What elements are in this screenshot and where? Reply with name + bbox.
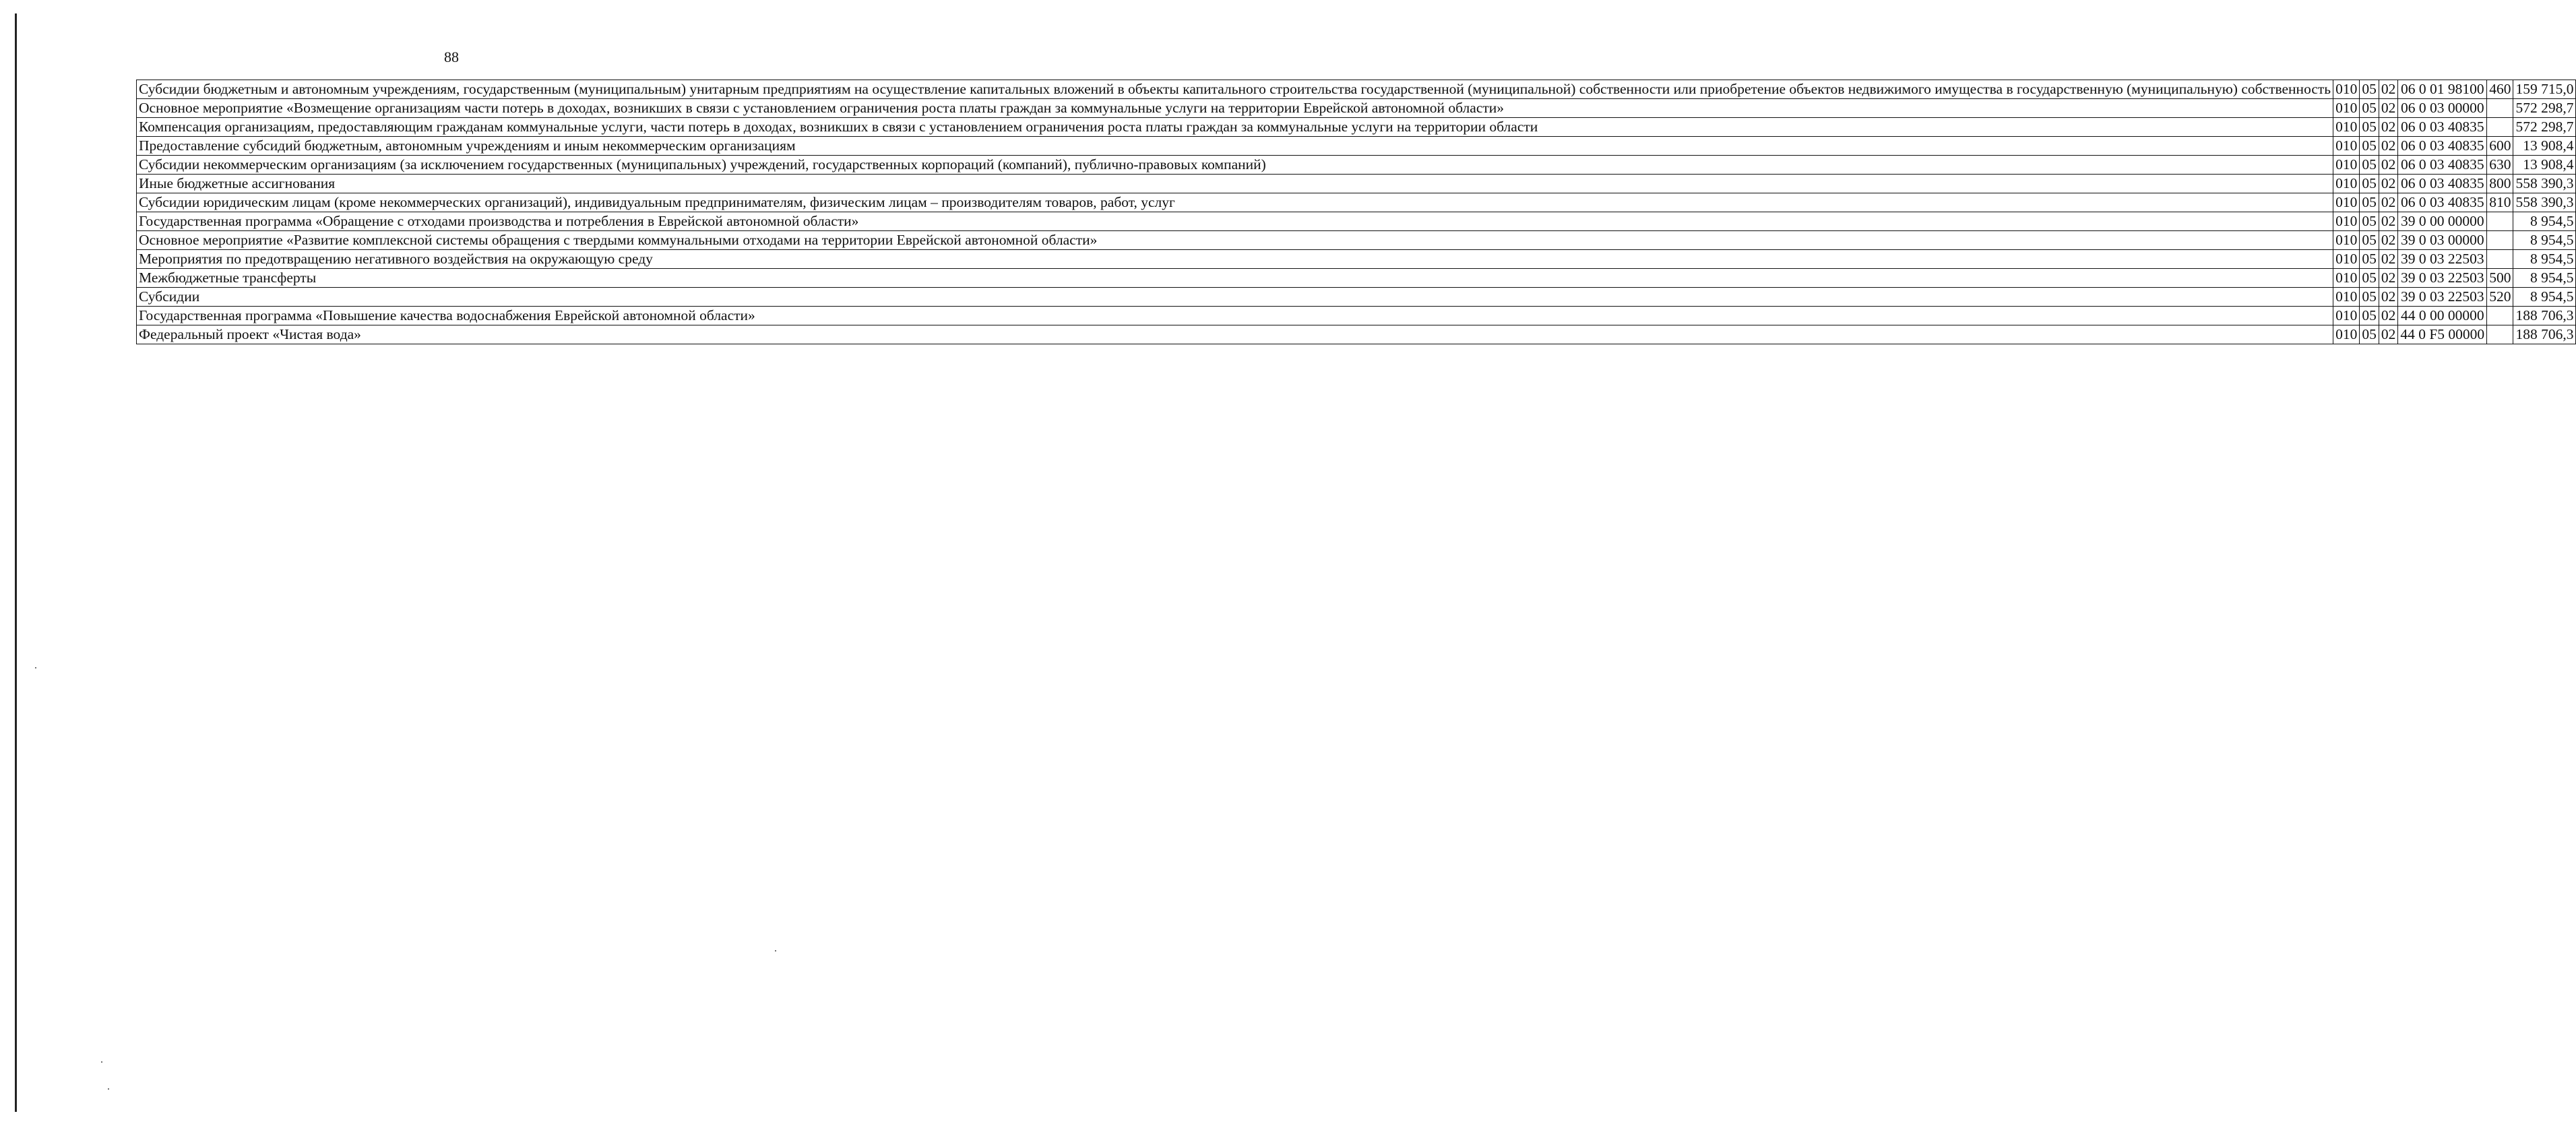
table-row bbox=[137, 99, 2576, 118]
target-article-code: 39 0 00 00000 bbox=[2398, 212, 2487, 231]
target-article-code: 39 0 03 22503 bbox=[2398, 288, 2487, 307]
amount: 8 954,5 bbox=[2513, 212, 2576, 231]
table-row bbox=[137, 137, 2576, 156]
expense-type-code bbox=[2487, 99, 2513, 118]
expense-type-code bbox=[2487, 212, 2513, 231]
binding-edge-line bbox=[15, 13, 17, 1112]
section-code: 05 bbox=[2360, 118, 2379, 137]
expense-type-code bbox=[2487, 325, 2513, 344]
budget-table bbox=[136, 80, 2576, 344]
ministry-code: 010 bbox=[2333, 288, 2360, 307]
ministry-code: 010 bbox=[2333, 250, 2360, 269]
target-article-code: 06 0 01 98100 bbox=[2398, 80, 2487, 99]
target-article-code: 39 0 03 22503 bbox=[2398, 250, 2487, 269]
subsection-code: 02 bbox=[2379, 193, 2398, 212]
section-code: 05 bbox=[2360, 175, 2379, 193]
row-name: Основное мероприятие «Развитие комплексной системы обращения с твердыми коммунальными отходами на территории Еврейской автономной области» bbox=[137, 231, 2333, 250]
row-name: Субсидии бюджетным и автономным учреждениям, государственным (муниципальным) унитарным предприятиям на осуществление капитальных вложений в объекты капитального строительства государственной (муниципальной) собственности или приобретение объектов недвижимого имущества в государственную (муниципальную) собственность bbox=[137, 80, 2333, 99]
ministry-code: 010 bbox=[2333, 325, 2360, 344]
expense-type-code bbox=[2487, 250, 2513, 269]
ministry-code: 010 bbox=[2333, 80, 2360, 99]
ministry-code: 010 bbox=[2333, 231, 2360, 250]
section-code: 05 bbox=[2360, 288, 2379, 307]
amount: 572 298,7 bbox=[2513, 118, 2576, 137]
table-row bbox=[137, 325, 2576, 344]
amount: 159 715,0 bbox=[2513, 80, 2576, 99]
subsection-code: 02 bbox=[2379, 250, 2398, 269]
ministry-code: 010 bbox=[2333, 212, 2360, 231]
target-article-code: 39 0 03 22503 bbox=[2398, 269, 2487, 288]
target-article-code: 06 0 03 40835 bbox=[2398, 156, 2487, 175]
ministry-code: 010 bbox=[2333, 175, 2360, 193]
subsection-code: 02 bbox=[2379, 325, 2398, 344]
section-code: 05 bbox=[2360, 212, 2379, 231]
expense-type-code: 460 bbox=[2487, 80, 2513, 99]
target-article-code: 39 0 03 00000 bbox=[2398, 231, 2487, 250]
table-row bbox=[137, 175, 2576, 193]
amount: 13 908,4 bbox=[2513, 156, 2576, 175]
section-code: 05 bbox=[2360, 269, 2379, 288]
table-row bbox=[137, 80, 2576, 99]
row-name: Мероприятия по предотвращению негативного воздействия на окружающую среду bbox=[137, 250, 2333, 269]
target-article-code: 06 0 03 40835 bbox=[2398, 193, 2487, 212]
expense-type-code: 600 bbox=[2487, 137, 2513, 156]
row-name: Государственная программа «Повышение качества водоснабжения Еврейской автономной области» bbox=[137, 307, 2333, 325]
scan-speck bbox=[101, 1061, 102, 1063]
expense-type-code bbox=[2487, 118, 2513, 137]
table-row bbox=[137, 212, 2576, 231]
amount: 13 908,4 bbox=[2513, 137, 2576, 156]
subsection-code: 02 bbox=[2379, 269, 2398, 288]
subsection-code: 02 bbox=[2379, 175, 2398, 193]
amount: 188 706,3 bbox=[2513, 307, 2576, 325]
ministry-code: 010 bbox=[2333, 307, 2360, 325]
subsection-code: 02 bbox=[2379, 212, 2398, 231]
table-row bbox=[137, 231, 2576, 250]
scan-speck bbox=[775, 950, 776, 951]
row-name: Государственная программа «Обращение с отходами производства и потребления в Еврейской автономной области» bbox=[137, 212, 2333, 231]
ministry-code: 010 bbox=[2333, 156, 2360, 175]
expense-type-code: 800 bbox=[2487, 175, 2513, 193]
table-row bbox=[137, 193, 2576, 212]
target-article-code: 06 0 03 40835 bbox=[2398, 137, 2487, 156]
subsection-code: 02 bbox=[2379, 307, 2398, 325]
expense-type-code bbox=[2487, 307, 2513, 325]
subsection-code: 02 bbox=[2379, 156, 2398, 175]
expense-type-code: 520 bbox=[2487, 288, 2513, 307]
row-name: Федеральный проект «Чистая вода» bbox=[137, 325, 2333, 344]
row-name: Субсидии некоммерческим организациям (за исключением государственных (муниципальных) учреждений, государственных корпораций (компаний), публично-правовых компаний) bbox=[137, 156, 2333, 175]
row-name: Межбюджетные трансферты bbox=[137, 269, 2333, 288]
section-code: 05 bbox=[2360, 99, 2379, 118]
ministry-code: 010 bbox=[2333, 137, 2360, 156]
row-name: Субсидии юридическим лицам (кроме некоммерческих организаций), индивидуальным предпринимателям, физическим лицам – производителям товаров, работ, услуг bbox=[137, 193, 2333, 212]
target-article-code: 06 0 03 00000 bbox=[2398, 99, 2487, 118]
section-code: 05 bbox=[2360, 137, 2379, 156]
subsection-code: 02 bbox=[2379, 118, 2398, 137]
subsection-code: 02 bbox=[2379, 231, 2398, 250]
subsection-code: 02 bbox=[2379, 80, 2398, 99]
scan-speck bbox=[108, 1088, 109, 1090]
table-row bbox=[137, 288, 2576, 307]
row-name: Предоставление субсидий бюджетным, автономным учреждениям и иным некоммерческим организациям bbox=[137, 137, 2333, 156]
row-name: Компенсация организациям, предоставляющим гражданам коммунальные услуги, части потерь в доходах, возникших в связи с установлением ограничения роста платы граждан за коммунальные услуги на территории области bbox=[137, 118, 2333, 137]
subsection-code: 02 bbox=[2379, 137, 2398, 156]
section-code: 05 bbox=[2360, 250, 2379, 269]
section-code: 05 bbox=[2360, 156, 2379, 175]
table-row bbox=[137, 250, 2576, 269]
target-article-code: 44 0 F5 00000 bbox=[2398, 325, 2487, 344]
amount: 8 954,5 bbox=[2513, 288, 2576, 307]
expense-type-code: 810 bbox=[2487, 193, 2513, 212]
page-number: 88 bbox=[444, 49, 459, 65]
table-row bbox=[137, 269, 2576, 288]
row-name: Основное мероприятие «Возмещение организациям части потерь в доходах, возникших в связи с установлением ограничения роста платы граждан за коммунальные услуги на территории Еврейской автономной области» bbox=[137, 99, 2333, 118]
amount: 572 298,7 bbox=[2513, 99, 2576, 118]
subsection-code: 02 bbox=[2379, 99, 2398, 118]
row-name: Субсидии bbox=[137, 288, 2333, 307]
ministry-code: 010 bbox=[2333, 118, 2360, 137]
budget-table-body bbox=[137, 80, 2576, 344]
ministry-code: 010 bbox=[2333, 193, 2360, 212]
target-article-code: 44 0 00 00000 bbox=[2398, 307, 2487, 325]
table-row bbox=[137, 307, 2576, 325]
ministry-code: 010 bbox=[2333, 99, 2360, 118]
target-article-code: 06 0 03 40835 bbox=[2398, 175, 2487, 193]
ministry-code: 010 bbox=[2333, 269, 2360, 288]
section-code: 05 bbox=[2360, 80, 2379, 99]
row-name: Иные бюджетные ассигнования bbox=[137, 175, 2333, 193]
amount: 8 954,5 bbox=[2513, 250, 2576, 269]
section-code: 05 bbox=[2360, 193, 2379, 212]
section-code: 05 bbox=[2360, 231, 2379, 250]
amount: 558 390,3 bbox=[2513, 175, 2576, 193]
section-code: 05 bbox=[2360, 325, 2379, 344]
target-article-code: 06 0 03 40835 bbox=[2398, 118, 2487, 137]
scan-speck bbox=[35, 667, 36, 668]
section-code: 05 bbox=[2360, 307, 2379, 325]
amount: 8 954,5 bbox=[2513, 231, 2576, 250]
table-row bbox=[137, 118, 2576, 137]
amount: 8 954,5 bbox=[2513, 269, 2576, 288]
table-row bbox=[137, 156, 2576, 175]
subsection-code: 02 bbox=[2379, 288, 2398, 307]
expense-type-code bbox=[2487, 231, 2513, 250]
amount: 188 706,3 bbox=[2513, 325, 2576, 344]
amount: 558 390,3 bbox=[2513, 193, 2576, 212]
expense-type-code: 500 bbox=[2487, 269, 2513, 288]
expense-type-code: 630 bbox=[2487, 156, 2513, 175]
